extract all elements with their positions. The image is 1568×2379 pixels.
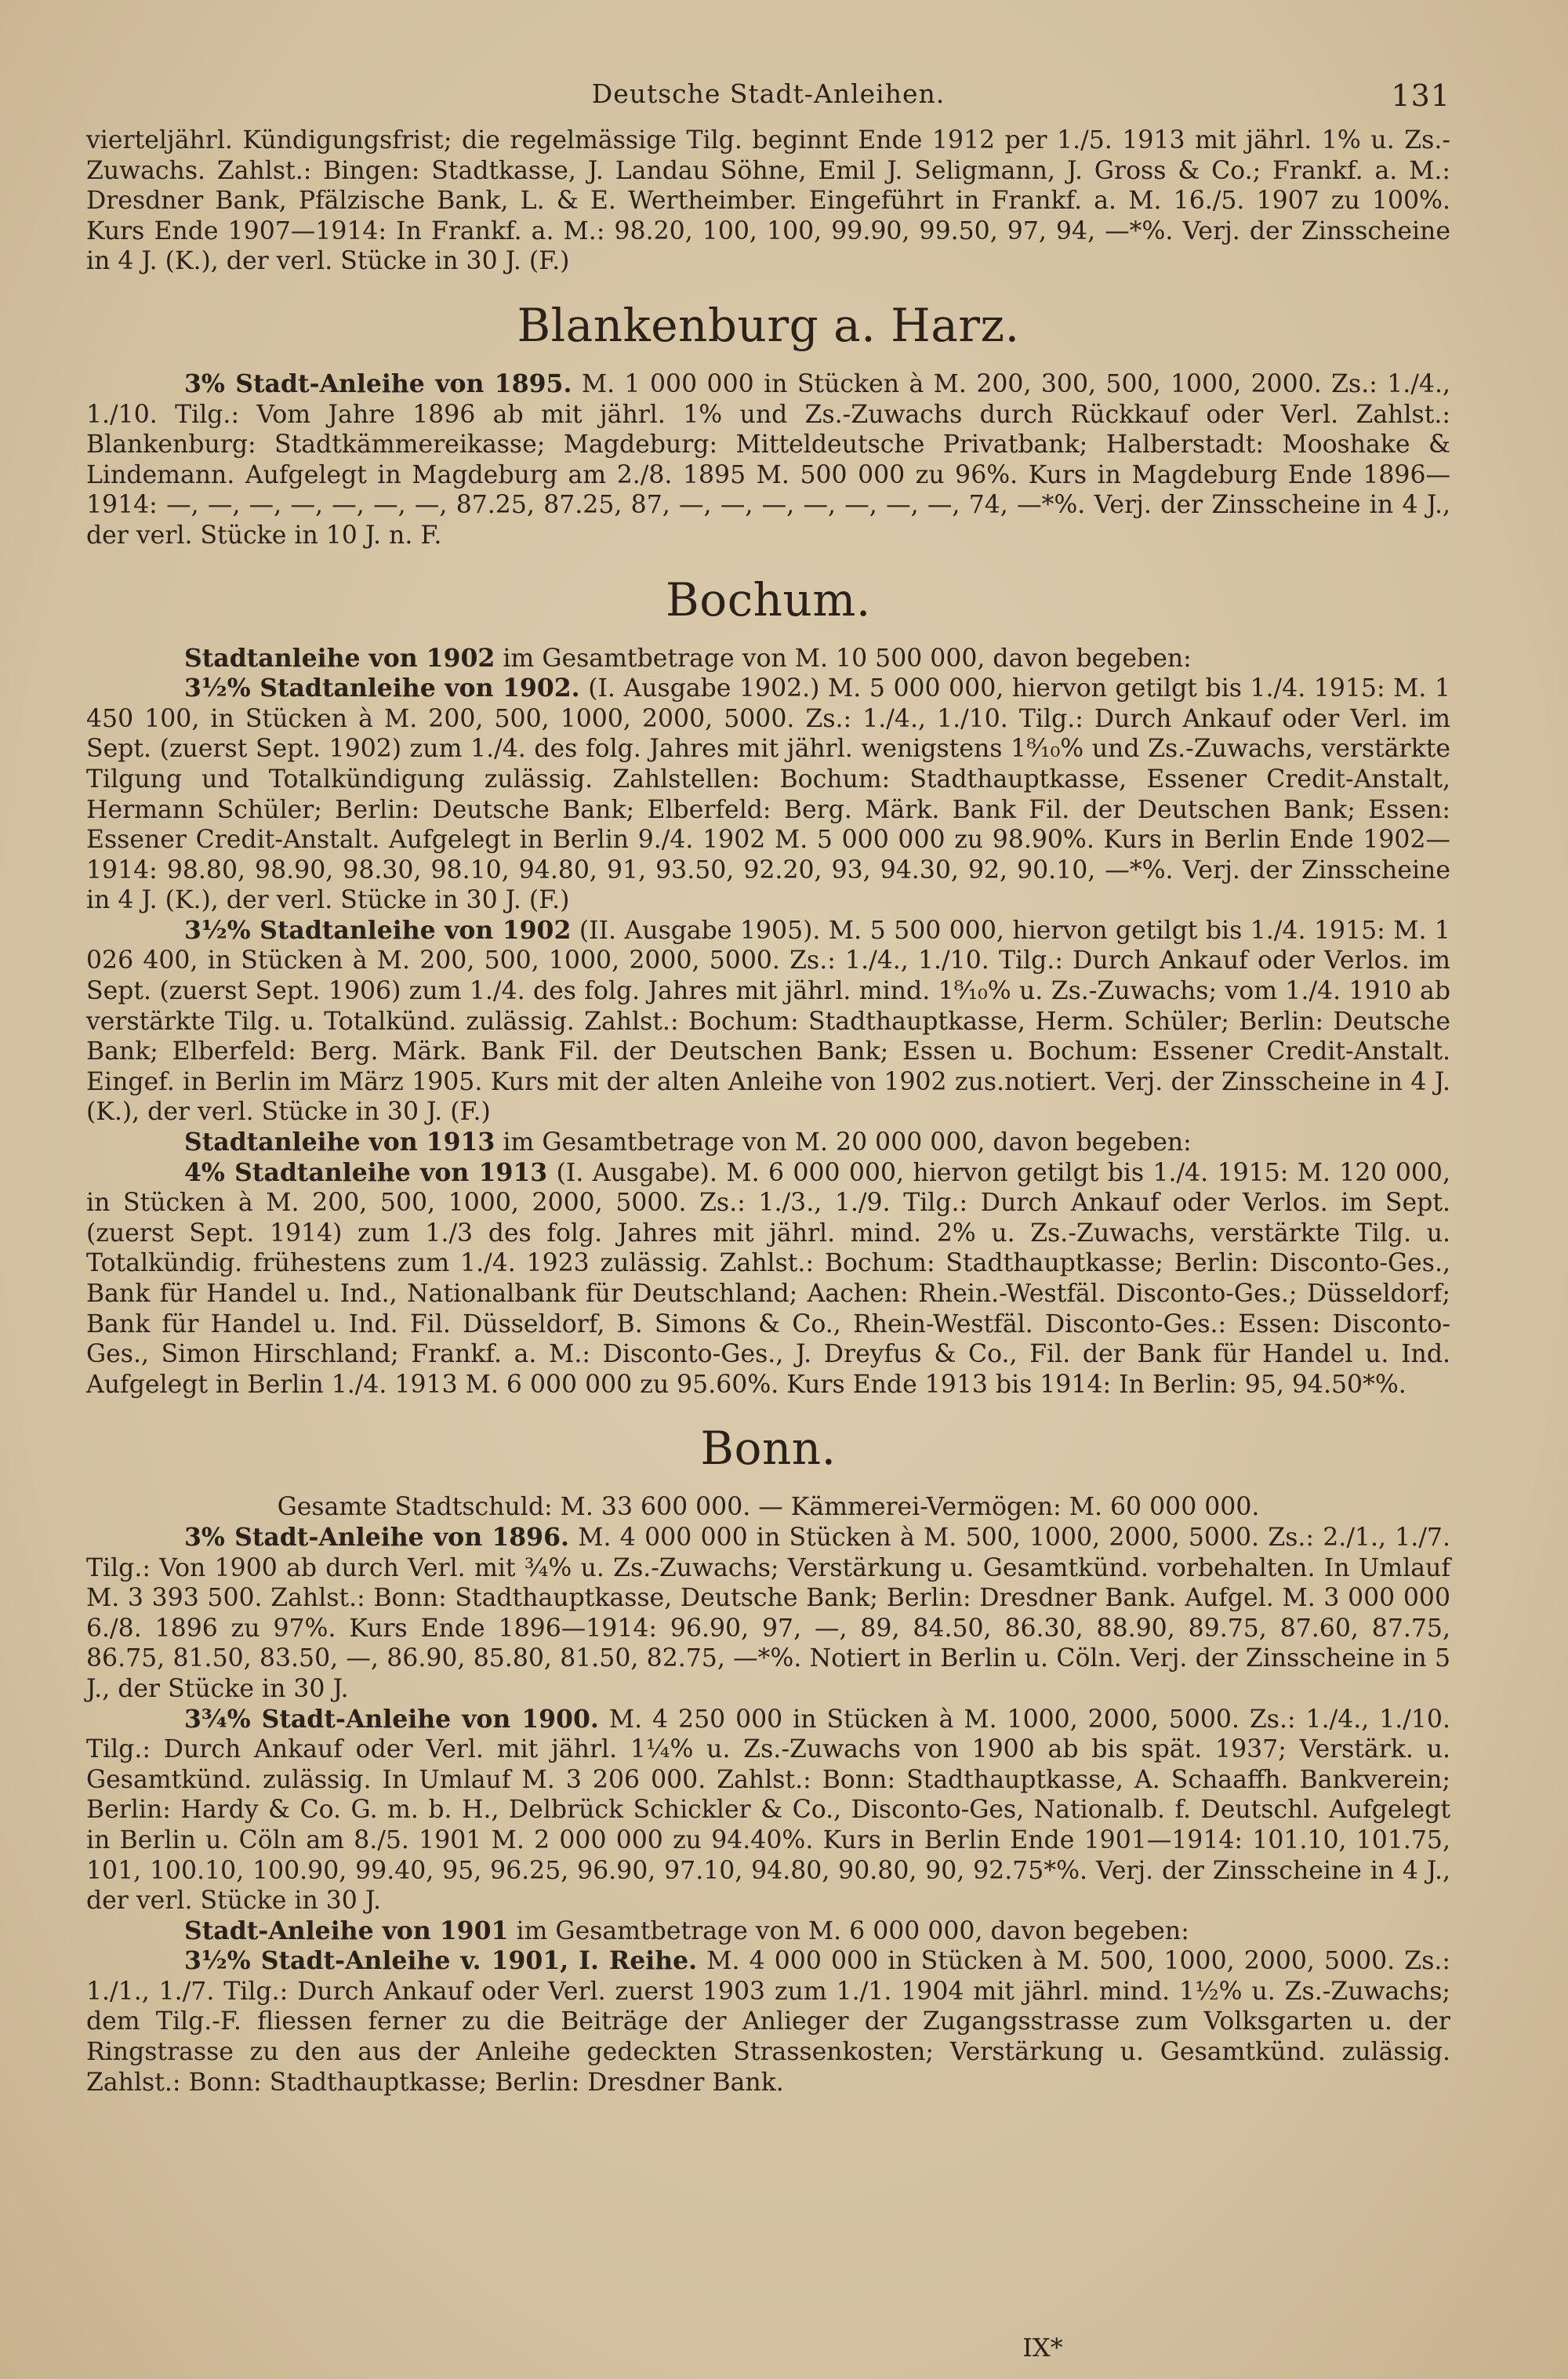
entry-paragraph — [86, 1158, 1450, 1400]
entry-paragraph — [86, 1523, 1450, 1705]
city-heading-bochum: Bochum. — [666, 572, 871, 627]
city-heading-blankenburg: Blankenburg a. Harz. — [517, 298, 1020, 352]
entry-title: 3½% Stadtanleihe von 1902 — [184, 915, 572, 945]
intro-paragraph: vierteljährl. Kündigungsfrist; die regelmässige Tilg. beginnt Ende 1912 per 1./5. 1913 mit jährl. 1% u. Zs.-Zuwachs. Zahlst.: Bingen: Stadtkasse, J. Landau Söhne, Emil J. Seligmann, J. Gross & Co.; Frankf. a. M.: Dresdner Bank, Pfälzische Bank, L. & E. Wertheimber. Eingeführt in Frankf. a. M. 16./5. 1907 zu 100%. Kurs Ende 1907—1914: In Frankf. a. M.: 98.20, 100, 100, 99.90, 99.50, 97, 94, —*%. Verj. der Zinsscheine in 4 J. (K.), der verl. Stücke in 30 J. (F.) — [86, 126, 1450, 276]
entry-text: M. 4 250 000 in Stücken à M. 1000, 2000, 5000. Zs.: 1./4., 1./10. Tilg.: Durch Ankauf oder Verl. mit jährl. 1¼% u. Zs.-Zuwachs von 1900 ab bis spät. 1937; Verstärk. u. Gesamtkünd. zulässig. In Umlauf M. 3 206 000. Zahlst.: Bonn: Stadthauptkasse, A. Schaaffh. Bankverein; Berlin: Hardy & Co. G. m. b. H., Delbrück Schickler & Co., Disconto-Ges, Nationalb. f. Deutschl. Aufgelegt in Berlin u. Cöln am 8./5. 1901 M. 2 000 000 zu 94.40%. Kurs in Berlin Ende 1901—1914: 101.10, 101.75, 101, 100.10, 100.90, 99.40, 95, 96.25, 96.90, 97.10, 94.80, 90.80, 90, 92.75*%. Verj. der Zinsscheine in 4 J., der verl. Stücke in 30 J. — [86, 1705, 1450, 1916]
entry-paragraph — [86, 1946, 1450, 2098]
entry-text: im Gesamtbetrage von M. 20 000 000, davon begeben: — [495, 1128, 1192, 1157]
signature-mark: IX* — [1022, 2333, 1063, 2363]
entry-title: Stadtanleihe von 1902 — [184, 643, 495, 673]
running-head-title: Deutsche Stadt-Anleihen. — [591, 78, 946, 109]
entry-title: 3% Stadt-Anleihe von 1896. — [184, 1522, 569, 1552]
city-summary: Gesamte Stadtschuld: M. 33 600 000. — Kämmerei-Vermögen: M. 60 000 000. — [277, 1493, 1260, 1522]
entry-text: M. 1 000 000 in Stücken à M. 200, 300, 500, 1000, 2000. Zs.: 1./4., 1./10. Tilg.: Vom Jahre 1896 ab mit jährl. 1% und Zs.-Zuwachs durch Rückkauf oder Verl. Zahlst.: Blankenburg: Stadtkämmereikasse; Magdeburg: Mitteldeutsche Privatbank; Halberstadt: Mooshake & Lindemann. Aufgelegt in Magdeburg am 2./8. 1895 M. 500 000 zu 96%. Kurs in Magdeburg Ende 1896—1914: —, —, —, —, —, —, —, 87.25, 87.25, 87, —, —, —, —, —, —, —, 74, —*%. Verj. der Zinsscheine in 4 J., der verl. Stücke in 10 J. n. F. — [86, 369, 1450, 550]
entry-text: M. 4 000 000 in Stücken à M. 500, 1000, 2000, 5000. Zs.: 1./1., 1./7. Tilg.: Durch Ankauf oder Verl. zuerst 1903 zum 1./1. 1904 mit jährl. mind. 1½% u. Zs.-Zuwachs; dem Tilg.-F. fliessen ferner zu die Beiträge der Anlieger der Zugangsstrasse zum Volksgarten u. der Ringstrasse zu den aus der Anleihe gedeckten Strassenkosten; Verstärkung u. Gesamtkünd. zulässig. Zahlst.: Bonn: Stadthauptkasse; Berlin: Dresdner Bank. — [86, 1947, 1450, 2097]
entry-paragraph — [86, 644, 1450, 674]
entry-title: 3¾% Stadt-Anleihe von 1900. — [184, 1704, 599, 1734]
entry-text: (I. Ausgabe). M. 6 000 000, hiervon getilgt bis 1./4. 1915: M. 120 000, in Stücken à M. 200, 500, 1000, 2000, 5000. Zs.: 1./3., 1./9. Tilg.: Durch Ankauf oder Verlos. im Sept. (zuerst Sept. 1914) zum 1./3 des folg. Jahres mit jährl. mind. 2% u. Zs.-Zuwachs, verstärkte Tilg. u. Totalkündig. frühestens zum 1./4. 1923 zulässig. Zahlst.: Bochum: Stadthauptkasse; Berlin: Disconto-Ges., Bank für Handel u. Ind., Nationalbank für Deutschland; Aachen: Rhein.-Westfäl. Disconto-Ges.; Düsseldorf; Bank für Handel u. Ind. Fil. Düsseldorf, B. Simons & Co., Rhein-Westfäl. Disconto-Ges.: Essen: Disconto-Ges., Simon Hirschland; Frankf. a. M.: Disconto-Ges., J. Dreyfus & Co., Fil. der Bank für Handel u. Ind. Aufgelegt in Berlin 1./4. 1913 M. 6 000 000 zu 95.60%. Kurs Ende 1913 bis 1914: In Berlin: 95, 94.50*%. — [86, 1158, 1450, 1399]
page-number: 131 — [1391, 78, 1450, 113]
entry-text: im Gesamtbetrage von M. 6 000 000, davon begeben: — [508, 1916, 1189, 1945]
entry-title: 3% Stadt-Anleihe von 1895. — [184, 369, 572, 398]
entry-paragraph — [86, 916, 1450, 1128]
entry-text: M. 4 000 000 in Stücken à M. 500, 1000, 2000, 5000. Zs.: 2./1., 1./7. Tilg.: Von 1900 ab durch Verl. mit ¾% u. Zs.-Zuwachs; Verstärkung u. Gesamtkünd. vorbehalten. In Umlauf M. 3 393 500. Zahlst.: Bonn: Stadthauptkasse, Deutsche Bank; Berlin: Dresdner Bank. Aufgel. M. 3 000 000 6./8. 1896 zu 97%. Kurs Ende 1896—1914: 96.90, 97, —, 89, 84.50, 86.30, 88.90, 89.75, 87.60, 87.75, 86.75, 81.50, 83.50, —, 86.90, 85.80, 81.50, 82.75, —*%. Notiert in Berlin u. Cöln. Verj. der Zinsscheine in 5 J., der Stücke in 30 J. — [86, 1523, 1450, 1703]
entry-text: (I. Ausgabe 1902.) M. 5 000 000, hiervon getilgt bis 1./4. 1915: M. 1 450 100, in Stücken à M. 200, 500, 1000, 2000, 5000. Zs.: 1./4., 1./10. Tilg.: Durch Ankauf oder Verl. im Sept. (zuerst Sept. 1902) zum 1./4. des folg. Jahres mit jährl. wenigstens 1⁸⁄₁₀% und Zs.-Zuwachs, verstärkte Tilgung und Totalkündigung zulässig. Zahlstellen: Bochum: Stadthauptkasse, Essener Credit-Anstalt, Hermann Schüler; Berlin: Deutsche Bank; Elberfeld: Berg. Märk. Bank Fil. der Deutschen Bank; Essen: Essener Credit-Anstalt. Aufgelegt in Berlin 9./4. 1902 M. 5 000 000 zu 98.90%. Kurs in Berlin Ende 1902—1914: 98.80, 98.90, 98.30, 98.10, 94.80, 91, 93.50, 92.20, 93, 94.30, 92, 90.10, —*%. Verj. der Zinsscheine in 4 J. (K.), der verl. Stücke in 30 J. (F.) — [86, 674, 1450, 915]
entry-paragraph — [86, 1128, 1450, 1158]
entry-title: 3½% Stadtanleihe von 1902. — [184, 674, 580, 703]
entry-text: im Gesamtbetrage von M. 10 500 000, davon begeben: — [495, 644, 1192, 673]
entry-title: 3½% Stadt-Anleihe v. 1901, I. Reihe. — [184, 1946, 698, 1976]
entry-paragraph — [86, 1916, 1450, 1947]
entry-paragraph — [86, 369, 1450, 551]
entry-title: Stadt-Anleihe von 1901 — [184, 1916, 509, 1945]
entry-text: (II. Ausgabe 1905). M. 5 500 000, hiervon getilgt bis 1./4. 1915: M. 1 026 400, in Stücken à M. 200, 500, 1000, 2000, 5000. Zs.: 1./4., 1./10. Tilg.: Durch Ankauf oder Verlos. im Sept. (zuerst Sept. 1906) zum 1./4. des folg. Jahres mit jährl. mind. 1⁸⁄₁₀% u. Zs.-Zuwachs; vom 1./4. 1910 ab verstärkte Tilg. u. Totalkünd. zulässig. Zahlst.: Bochum: Stadthauptkasse, Herm. Schüler; Berlin: Deutsche Bank; Elberfeld: Berg. Märk. Bank Fil. der Deutschen Bank; Essen u. Bochum: Essener Credit-Anstalt. Eingef. in Berlin im März 1905. Kurs mit der alten Anleihe von 1902 zus.notiert. Verj. der Zinsscheine in 4 J. (K.), der verl. Stücke in 30 J. (F.) — [86, 916, 1450, 1127]
entry-paragraph — [86, 674, 1450, 916]
running-head — [86, 78, 1450, 125]
entry-title: Stadtanleihe von 1913 — [184, 1128, 495, 1157]
entry-title: 4% Stadtanleihe von 1913 — [184, 1157, 548, 1187]
city-heading-bonn: Bonn. — [700, 1422, 837, 1476]
entry-paragraph — [86, 1705, 1450, 1916]
